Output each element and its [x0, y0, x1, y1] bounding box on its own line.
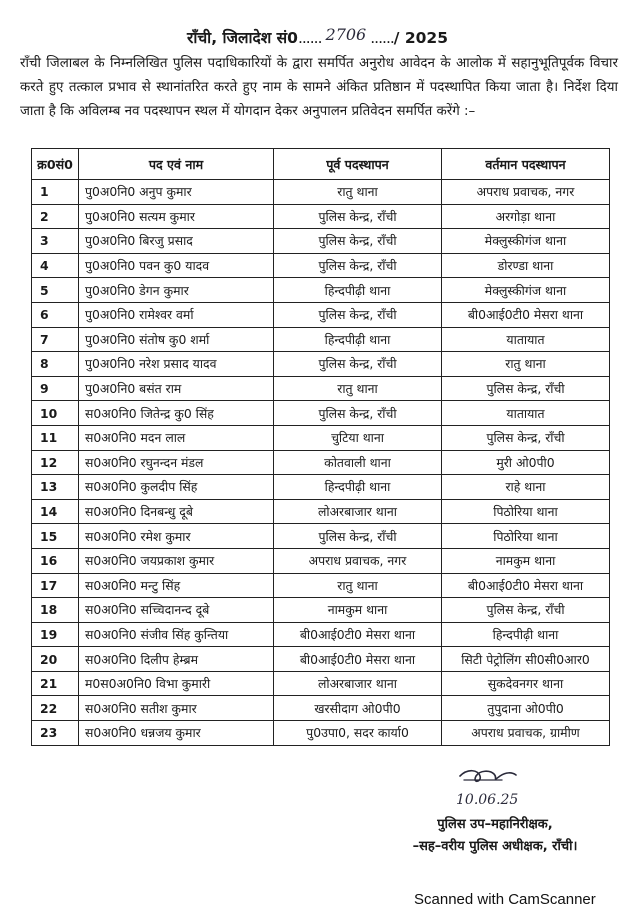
current-posting-cell: पुलिस केन्द्र, राँची [442, 598, 610, 623]
rank-name-cell: स0अ0नि0 मदन लाल [79, 425, 274, 450]
table-row [32, 376, 610, 401]
serial-cell: 16 [32, 548, 79, 573]
serial-cell: 9 [32, 376, 79, 401]
previous-posting-cell: बी0आई0टी0 मेसरा थाना [274, 622, 442, 647]
serial-cell: 4 [32, 253, 79, 278]
current-posting-cell: राहे थाना [442, 475, 610, 500]
previous-posting-cell: पुलिस केन्द्र, राँची [274, 401, 442, 426]
serial-cell: 8 [32, 352, 79, 377]
previous-posting-cell: रातु थाना [274, 180, 442, 205]
serial-cell: 23 [32, 721, 79, 746]
serial-cell: 14 [32, 499, 79, 524]
previous-posting-cell: लोअरबाजार थाना [274, 671, 442, 696]
serial-cell: 19 [32, 622, 79, 647]
previous-posting-cell: चुटिया थाना [274, 425, 442, 450]
rank-name-cell: पु0अ0नि0 रामेश्वर वर्मा [79, 302, 274, 327]
signatory-block [370, 814, 620, 858]
rank-name-cell: पु0अ0नि0 पवन कु0 यादव [79, 253, 274, 278]
header-rank-name: पद एवं नाम [79, 149, 274, 180]
previous-posting-cell: रातु थाना [274, 376, 442, 401]
rank-name-cell: पु0अ0नि0 अनुप कुमार [79, 180, 274, 205]
previous-posting-cell: अपराध प्रवाचक, नगर [274, 548, 442, 573]
rank-name-cell: पु0अ0नि0 नरेश प्रसाद यादव [79, 352, 274, 377]
rank-name-cell: स0अ0नि0 धन्नजय कुमार [79, 721, 274, 746]
previous-posting-cell: लोअरबाजार थाना [274, 499, 442, 524]
table-row [32, 721, 610, 746]
serial-cell: 17 [32, 573, 79, 598]
table-row [32, 573, 610, 598]
previous-posting-cell: पुलिस केन्द्र, राँची [274, 524, 442, 549]
current-posting-cell: पुलिस केन्द्र, राँची [442, 376, 610, 401]
rank-name-cell: पु0अ0नि0 सत्यम कुमार [79, 204, 274, 229]
current-posting-cell: बी0आई0टी0 मेसरा थाना [442, 302, 610, 327]
table-row [32, 598, 610, 623]
title-dots-right: ...... [370, 29, 394, 47]
table-row [32, 278, 610, 303]
camscanner-watermark: Scanned with CamScanner [414, 891, 596, 908]
previous-posting-cell: पुलिस केन्द्र, राँची [274, 229, 442, 254]
rank-name-cell: स0अ0नि0 कुलदीप सिंह [79, 475, 274, 500]
rank-name-cell: स0अ0नि0 जयप्रकाश कुमार [79, 548, 274, 573]
title-dots-left: ...... [297, 29, 322, 47]
rank-name-cell: म0स0अ0नि0 विभा कुमारी [79, 671, 274, 696]
table-row [32, 204, 610, 229]
serial-cell: 3 [32, 229, 79, 254]
previous-posting-cell: खरसीदाग ओ0पी0 [274, 696, 442, 721]
serial-cell: 2 [32, 204, 79, 229]
table-row [32, 302, 610, 327]
table-row [32, 524, 610, 549]
order-title [0, 26, 635, 50]
serial-cell: 21 [32, 671, 79, 696]
current-posting-cell: मुरी ओ0पी0 [442, 450, 610, 475]
current-posting-cell: यातायात [442, 401, 610, 426]
current-posting-cell: बी0आई0टी0 मेसरा थाना [442, 573, 610, 598]
signatory-designation-line2: –सह–वरीय पुलिस अधीक्षक, राँची। [412, 839, 578, 854]
order-body-paragraph: राँची जिलाबल के निम्नलिखित पुलिस पदाधिकारियों के द्वारा समर्पित अनुरोध आवेदन के आलोक में सहानुभूतिपूर्वक विचार करते हुए तत्काल प्रभाव से स्थानांतरित करते हुए नाम के सामने अंकित प्रतिष्ठान में पदस्थापित किया जाता है। निर्देश दिया जाता है कि अविलम्ब नव पदस्थापन स्थल में योगदान देकर अनुपालन प्रतिवेदन समर्पित करेंगे :– [20, 56, 618, 119]
table-header-row [32, 149, 610, 180]
rank-name-cell: स0अ0नि0 सतीश कुमार [79, 696, 274, 721]
current-posting-cell: पुलिस केन्द्र, राँची [442, 425, 610, 450]
handwritten-date: 10.06.25 [456, 792, 519, 808]
table-row [32, 450, 610, 475]
serial-cell: 10 [32, 401, 79, 426]
current-posting-cell: अरगोड़ा थाना [442, 204, 610, 229]
serial-cell: 15 [32, 524, 79, 549]
current-posting-cell: अपराध प्रवाचक, नगर [442, 180, 610, 205]
transfer-table [31, 148, 610, 746]
table-row [32, 253, 610, 278]
signatory-designation-line1: पुलिस उप–महानिरीक्षक, [437, 817, 553, 832]
title-suffix: / 2025 [393, 29, 448, 47]
serial-cell: 18 [32, 598, 79, 623]
table-row [32, 548, 610, 573]
serial-cell: 5 [32, 278, 79, 303]
rank-name-cell: स0अ0नि0 जितेन्द्र कु0 सिंह [79, 401, 274, 426]
rank-name-cell: स0अ0नि0 संजीव सिंह कुन्तिया [79, 622, 274, 647]
rank-name-cell: पु0अ0नि0 संतोष कु0 शर्मा [79, 327, 274, 352]
current-posting-cell: यातायात [442, 327, 610, 352]
previous-posting-cell: पुलिस केन्द्र, राँची [274, 352, 442, 377]
table-body [32, 180, 610, 746]
rank-name-cell: पु0अ0नि0 बिरजु प्रसाद [79, 229, 274, 254]
previous-posting-cell: हिन्दपीढ़ी थाना [274, 327, 442, 352]
table-row [32, 475, 610, 500]
table-row [32, 327, 610, 352]
current-posting-cell: सुकदेवनगर थाना [442, 671, 610, 696]
previous-posting-cell: हिन्दपीढ़ी थाना [274, 278, 442, 303]
header-current-posting: वर्तमान पदस्थापन [442, 149, 610, 180]
current-posting-cell: तुपुदाना ओ0पी0 [442, 696, 610, 721]
table-row [32, 499, 610, 524]
current-posting-cell: अपराध प्रवाचक, ग्रामीण [442, 721, 610, 746]
previous-posting-cell: पुलिस केन्द्र, राँची [274, 204, 442, 229]
current-posting-cell: सिटी पेट्रोलिंग सी0सी0आर0 [442, 647, 610, 672]
rank-name-cell: स0अ0नि0 रघुनन्दन मंडल [79, 450, 274, 475]
table-row [32, 622, 610, 647]
previous-posting-cell: बी0आई0टी0 मेसरा थाना [274, 647, 442, 672]
current-posting-cell: मेक्लुस्कीगंज थाना [442, 229, 610, 254]
header-serial: क्र0सं0 [32, 149, 79, 180]
current-posting-cell: डोरण्डा थाना [442, 253, 610, 278]
current-posting-cell: हिन्दपीढ़ी थाना [442, 622, 610, 647]
serial-cell: 20 [32, 647, 79, 672]
previous-posting-cell: रातु थाना [274, 573, 442, 598]
handwritten-order-number: 2706 [325, 25, 367, 44]
serial-cell: 1 [32, 180, 79, 205]
table-row [32, 696, 610, 721]
table-row [32, 180, 610, 205]
table-row [32, 352, 610, 377]
rank-name-cell: स0अ0नि0 सच्चिदानन्द दूबे [79, 598, 274, 623]
previous-posting-cell: नामकुम थाना [274, 598, 442, 623]
previous-posting-cell: पुलिस केन्द्र, राँची [274, 253, 442, 278]
serial-cell: 7 [32, 327, 79, 352]
rank-name-cell: स0अ0नि0 रमेश कुमार [79, 524, 274, 549]
rank-name-cell: पु0अ0नि0 डेगन कुमार [79, 278, 274, 303]
rank-name-cell: पु0अ0नि0 बसंत राम [79, 376, 274, 401]
current-posting-cell: पिठोरिया थाना [442, 524, 610, 549]
serial-cell: 22 [32, 696, 79, 721]
current-posting-cell: पिठोरिया थाना [442, 499, 610, 524]
previous-posting-cell: हिन्दपीढ़ी थाना [274, 475, 442, 500]
serial-cell: 12 [32, 450, 79, 475]
rank-name-cell: स0अ0नि0 मन्टु सिंह [79, 573, 274, 598]
table-row [32, 425, 610, 450]
header-previous-posting: पूर्व पदस्थापन [274, 149, 442, 180]
current-posting-cell: रातु थाना [442, 352, 610, 377]
previous-posting-cell: पुलिस केन्द्र, राँची [274, 302, 442, 327]
serial-cell: 11 [32, 425, 79, 450]
serial-cell: 6 [32, 302, 79, 327]
previous-posting-cell: कोतवाली थाना [274, 450, 442, 475]
table-row [32, 671, 610, 696]
table-row [32, 401, 610, 426]
rank-name-cell: स0अ0नि0 दिलीप हेम्ब्रम [79, 647, 274, 672]
current-posting-cell: मेक्लुस्कीगंज थाना [442, 278, 610, 303]
table-row [32, 647, 610, 672]
current-posting-cell: नामकुम थाना [442, 548, 610, 573]
rank-name-cell: स0अ0नि0 दिनबन्धु दूबे [79, 499, 274, 524]
title-prefix: राँची, जिलादेश सं0 [186, 29, 298, 47]
previous-posting-cell: पु0उपा0, सदर कार्या0 [274, 721, 442, 746]
table-row [32, 229, 610, 254]
handwritten-signature [450, 764, 560, 810]
serial-cell: 13 [32, 475, 79, 500]
